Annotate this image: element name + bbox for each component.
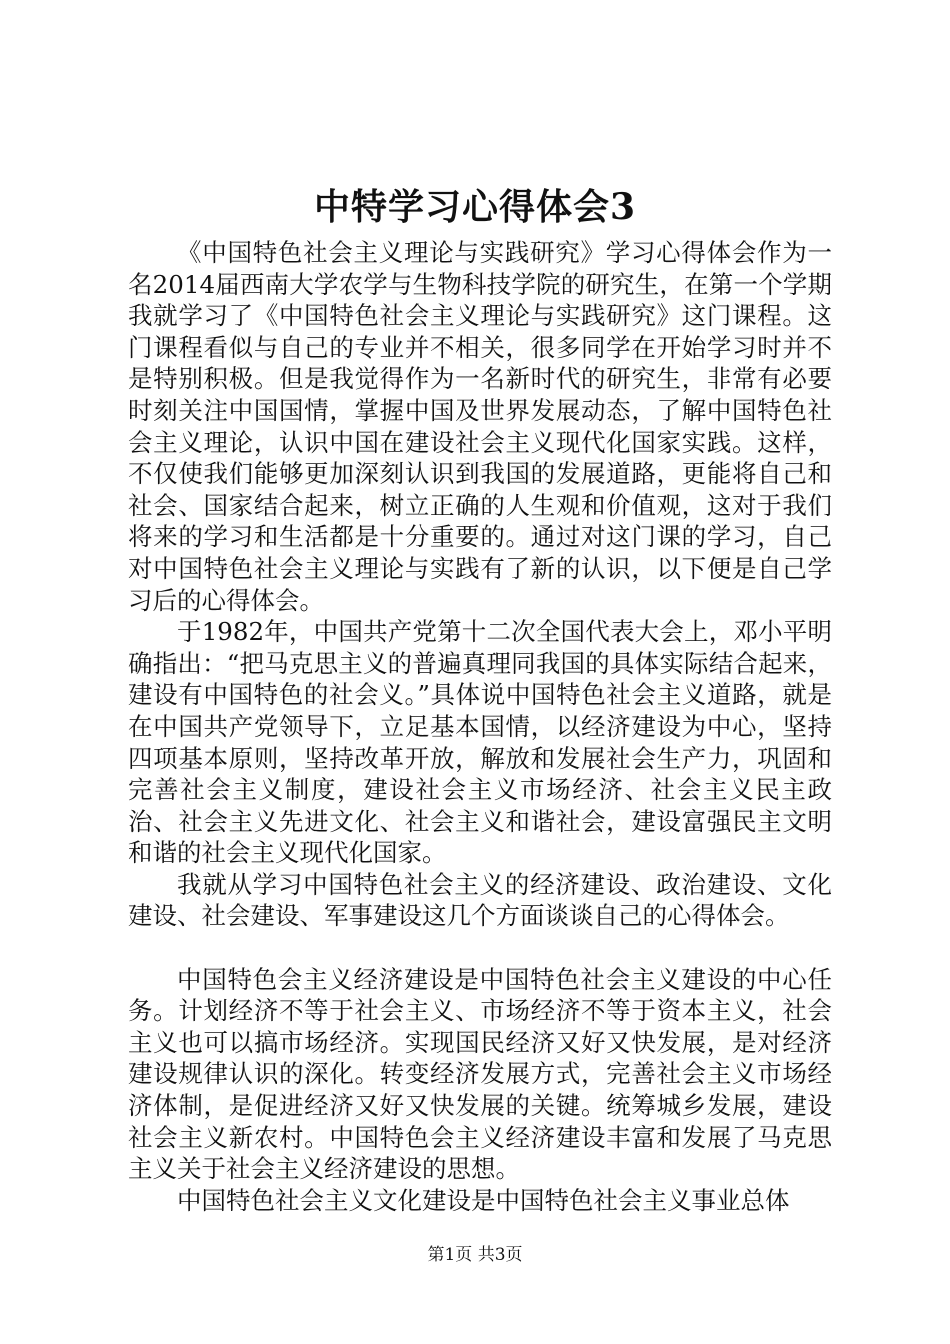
document-title: 中特学习心得体会3 bbox=[313, 186, 637, 228]
paragraph-outline: 我就从学习中国特色社会主义的经济建设、政治建设、文化建设、社会建设、军事建设这几个方面谈谈自己的心得体会。 bbox=[128, 869, 832, 931]
page-footer bbox=[0, 1243, 950, 1267]
paragraph-history: 于1982年，中国共产党第十二次全国代表大会上，邓小平明确指出：“把马克思主义的普遍真理同我国的具体实际结合起来，建设有中国特色的社会义。”具体说中国特色社会主义道路，就是在中国共产党领导下，立足基本国情，以经济建设为中心，坚持四项基本原则，坚持改革开放，解放和发展社会生产力，巩固和完善社会主义制度，建设社会主义市场经济、社会主义民主政治、社会主义先进文化、社会主义和谐社会，建设富强民主文明和谐的社会主义现代化国家。 bbox=[128, 617, 832, 868]
page-number: 第1页 bbox=[427, 1245, 473, 1265]
paragraph-economy: 中国特色会主义经济建设是中国特色社会主义建设的中心任务。计划经济不等于社会主义、市场经济不等于资本主义，社会主义也可以搞市场经济。实现国民经济又好又快发展，是对经济建设规律认识的深化。转变经济发展方式，完善社会主义市场经济体制，是促进经济又好又快发展的关键。统筹城乡发展，建设社会主义新农村。中国特色会主义经济建设丰富和发展了马克思主义关于社会主义经济建设的思想。 bbox=[128, 964, 832, 1184]
paragraph-culture: 中国特色社会主义文化建设是中国特色社会主义事业总体 bbox=[177, 1185, 790, 1215]
paragraph-intro: 《中国特色社会主义理论与实践研究》学习心得体会作为一名2014届西南大学农学与生物科技学院的研究生，在第一个学期我就学习了《中国特色社会主义理论与实践研究》这门课程。这门课程看似与自己的专业并不相关，很多同学在开始学习时并不是特别积极。但是我觉得作为一名新时代的研究生，非常有必要时刻关注中国国情，掌握中国及世界发展动态，了解中国特色社会主义理论，认识中国在建设社会主义现代化国家实践。这样，不仅使我们能够更加深刻认识到我国的发展道路，更能将自己和社会、国家结合起来，树立正确的人生观和价值观，这对于我们将来的学习和生活都是十分重要的。通过对这门课的学习，自己对中国特色社会主义理论与实践有了新的认识，以下便是自己学习后的心得体会。 bbox=[128, 238, 832, 615]
document-body bbox=[128, 237, 832, 1216]
page-total: 共3页 bbox=[477, 1245, 523, 1265]
